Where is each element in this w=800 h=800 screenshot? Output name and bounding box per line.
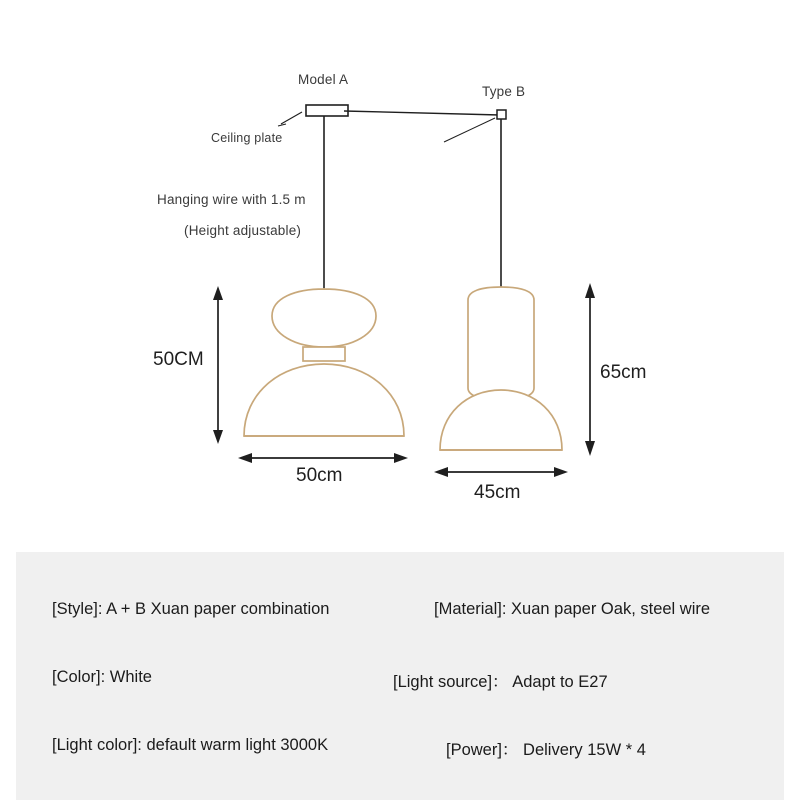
spec-style <box>52 600 330 619</box>
right-lamp-dome-shade <box>440 390 562 450</box>
spec-light-color <box>52 736 328 755</box>
ceiling-plate-leader <box>281 112 302 124</box>
right-height-arrow-bottom <box>585 441 595 456</box>
left-lamp-neck <box>303 347 345 361</box>
spec-material-key: [Material]: <box>434 600 507 618</box>
horizontal-wire <box>344 111 500 115</box>
left-height-arrow-bottom <box>213 430 223 444</box>
ceiling-plate-leader-tick <box>278 124 286 126</box>
spec-row <box>16 652 784 720</box>
spec-light-color-key: [Light color]: <box>52 736 142 754</box>
spec-material <box>434 600 710 619</box>
dimension-right-height: 65cm <box>600 362 647 383</box>
label-hanging-wire: Hanging wire with 1.5 m <box>157 192 306 207</box>
ceiling-plate-bar <box>306 105 348 116</box>
label-type-b: Type B <box>482 84 526 99</box>
left-width-arrow-right <box>394 453 408 463</box>
spec-light-color-value: default warm light 3000K <box>146 736 329 754</box>
left-lamp-upper-shade <box>272 288 376 347</box>
specification-panel <box>16 552 784 800</box>
label-model-a: Model A <box>298 72 349 87</box>
left-height-arrow-top <box>213 286 223 300</box>
left-lamp-dome-shade <box>244 364 404 436</box>
dimension-left-width: 50cm <box>296 465 343 486</box>
spec-row <box>16 584 784 652</box>
spec-color <box>52 668 152 687</box>
type-b-mount <box>497 110 506 119</box>
label-height-adjustable: (Height adjustable) <box>184 223 302 238</box>
spec-style-key: [Style]: <box>52 600 103 618</box>
label-ceiling-plate: Ceiling plate <box>211 131 283 145</box>
spec-color-key: [Color]: <box>52 668 106 686</box>
spec-light-source <box>393 668 608 692</box>
spec-power <box>446 736 646 760</box>
right-height-arrow-top <box>585 283 595 298</box>
spec-light-source-value: Adapt to E27 <box>512 673 608 691</box>
dimension-right-width: 45cm <box>474 482 521 503</box>
right-width-arrow-right <box>554 467 568 477</box>
spec-style-value: A + B Xuan paper combination <box>106 600 330 618</box>
dimension-left-height: 50CM <box>153 349 204 370</box>
spec-power-value: Delivery 15W * 4 <box>523 741 646 759</box>
spec-power-key: [Power]： <box>446 741 519 759</box>
right-lamp-cylinder-shade <box>468 287 534 400</box>
spec-color-value: White <box>109 668 152 686</box>
type-b-leader <box>444 118 495 142</box>
spec-row <box>16 720 784 788</box>
right-width-arrow-left <box>434 467 448 477</box>
spec-material-value: Xuan paper Oak, steel wire <box>511 600 711 618</box>
spec-light-source-key: [Light source]： <box>393 673 509 691</box>
left-width-arrow-left <box>238 453 252 463</box>
